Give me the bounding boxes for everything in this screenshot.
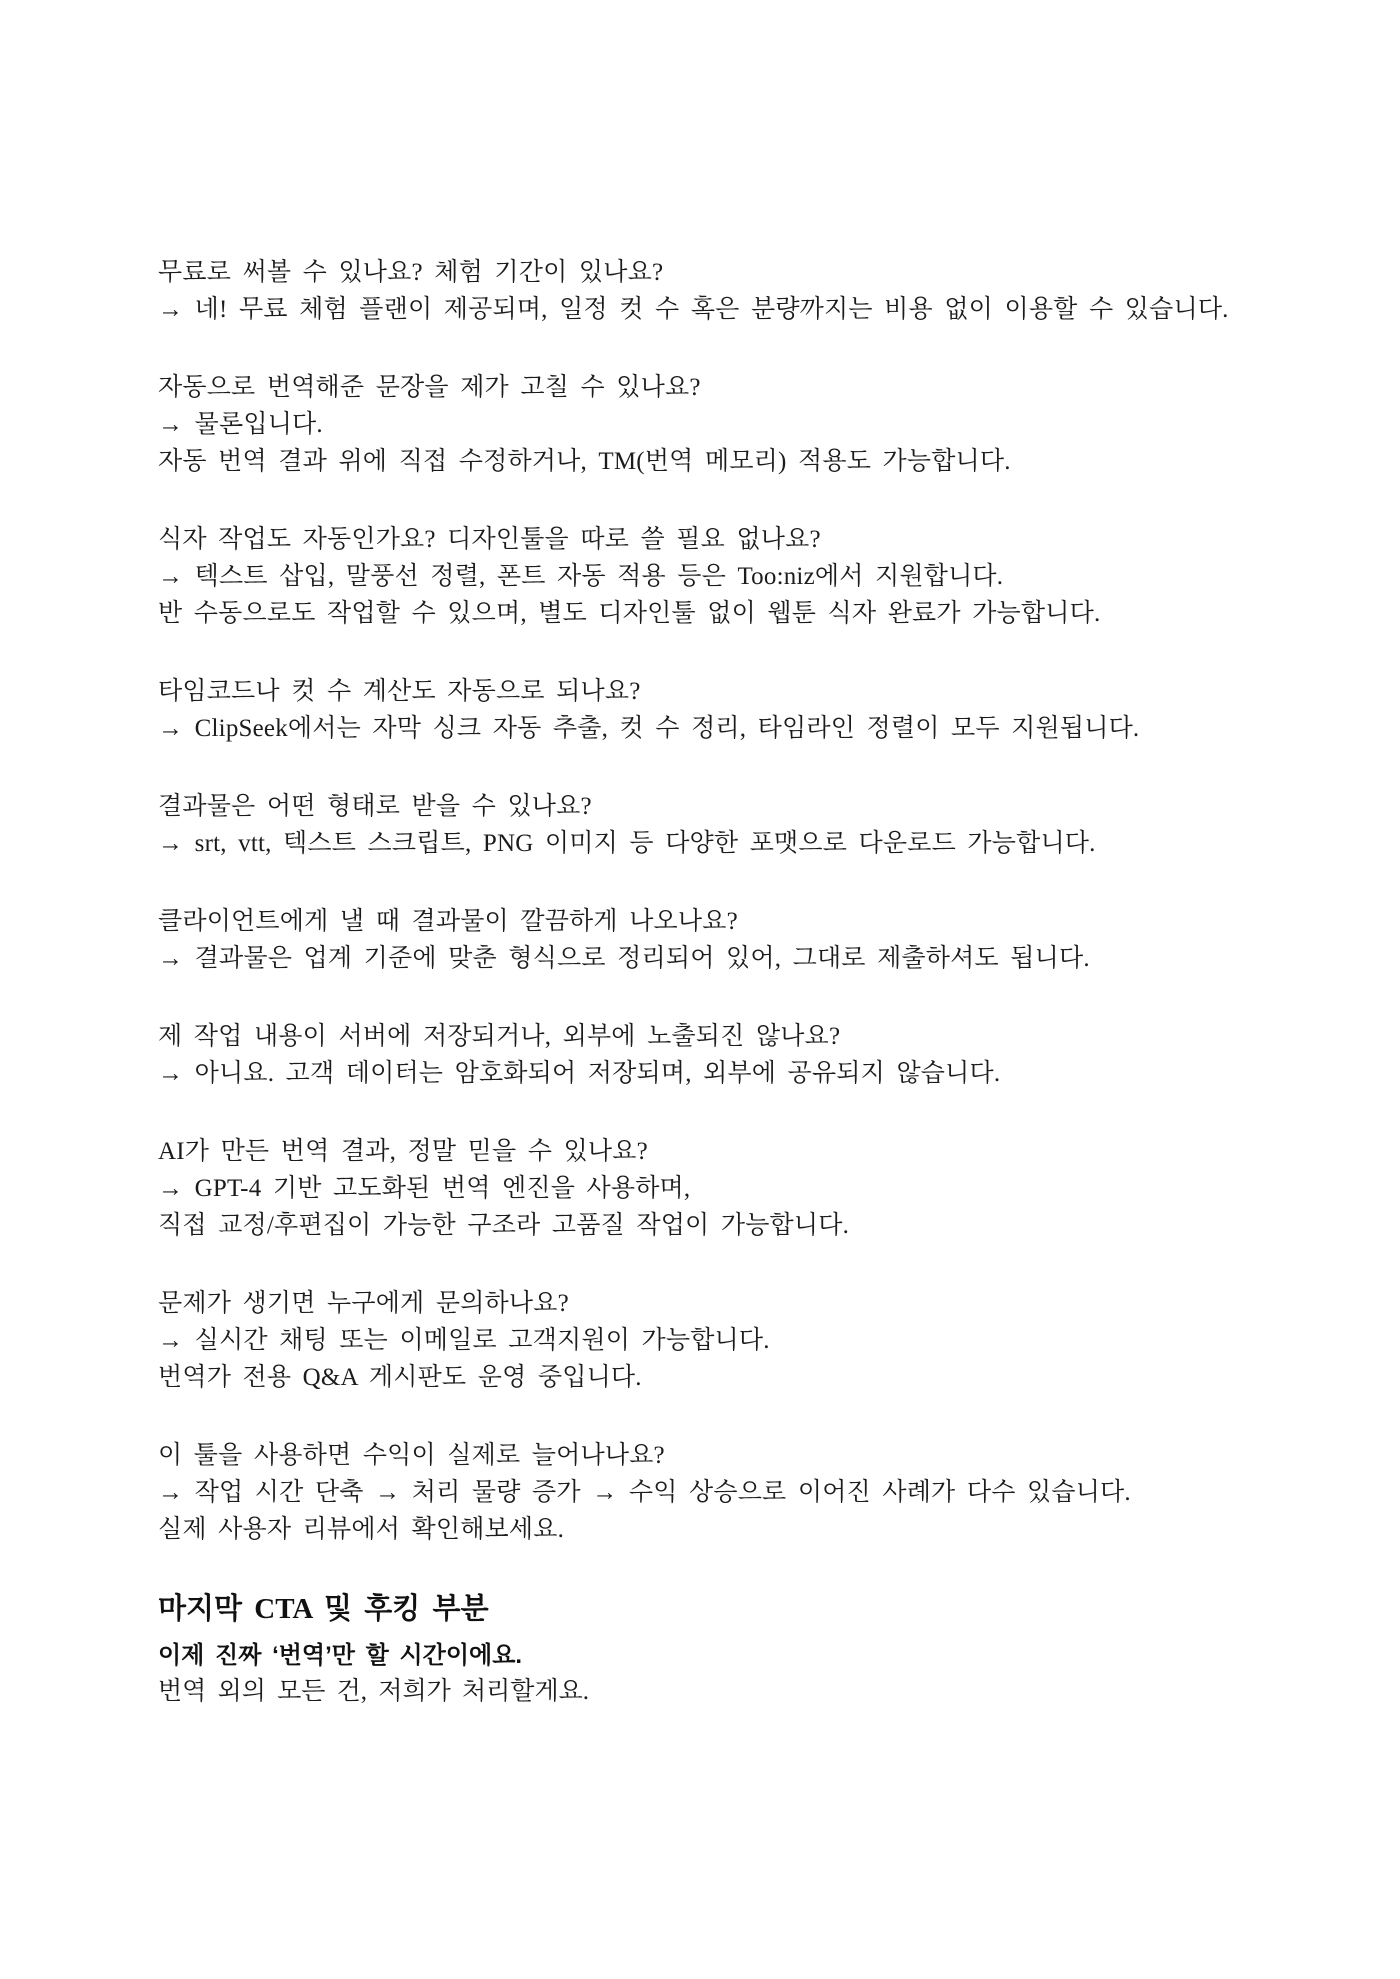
faq-item xyxy=(158,1133,1248,1244)
faq-question: 클라이언트에게 낼 때 결과물이 깔끔하게 나오나요? xyxy=(158,908,738,935)
faq-item xyxy=(158,788,1248,862)
faq-answer-line: → 결과물은 업계 기준에 맞춘 형식으로 정리되어 있어, 그대로 제출하셔도 됩니다. xyxy=(158,945,1090,972)
faq-answer-line: → 아니요. 고객 데이터는 암호화되어 저장되며, 외부에 공유되지 않습니다. xyxy=(158,1060,1001,1087)
faq-answer-line: → 네! 무료 체험 플랜이 제공되며, 일정 컷 수 혹은 분량까지는 비용 없이 이용할 수 있습니다. xyxy=(158,296,1229,323)
faq-answer-line: → ClipSeek에서는 자막 싱크 자동 추출, 컷 수 정리, 타임라인 정렬이 모두 지원됩니다. xyxy=(158,715,1140,742)
faq-answer-line: 반 수동으로도 작업할 수 있으며, 별도 디자인툴 없이 웹툰 식자 완료가 가능합니다. xyxy=(158,600,1101,627)
faq-question: AI가 만든 번역 결과, 정말 믿을 수 있나요? xyxy=(158,1138,648,1165)
faq-answer-line: 자동 번역 결과 위에 직접 수정하거나, TM(번역 메모리) 적용도 가능합니다. xyxy=(158,448,1011,475)
faq-question: 이 툴을 사용하면 수익이 실제로 늘어나나요? xyxy=(158,1442,665,1469)
faq-item xyxy=(158,254,1248,328)
faq-item xyxy=(158,1437,1248,1548)
faq-answer-line: → GPT-4 기반 고도화된 번역 엔진을 사용하며, xyxy=(158,1175,691,1202)
cta-section xyxy=(158,1589,1248,1710)
faq-question: 식자 작업도 자동인가요? 디자인툴을 따로 쓸 필요 없나요? xyxy=(158,526,821,553)
faq-answer-line: 실제 사용자 리뷰에서 확인해보세요. xyxy=(158,1516,565,1543)
faq-question: 제 작업 내용이 서버에 저장되거나, 외부에 노출되진 않나요? xyxy=(158,1023,841,1050)
cta-hook-line: 이제 진짜 ‘번역’만 할 시간이에요. xyxy=(158,1642,523,1669)
faq-question: 자동으로 번역해준 문장을 제가 고칠 수 있나요? xyxy=(158,374,701,401)
faq-item xyxy=(158,369,1248,480)
faq-answer-line: 직접 교정/후편집이 가능한 구조라 고품질 작업이 가능합니다. xyxy=(158,1212,850,1239)
faq-item xyxy=(158,903,1248,977)
faq-question: 결과물은 어떤 형태로 받을 수 있나요? xyxy=(158,793,592,820)
document-content xyxy=(158,254,1248,1710)
faq-item xyxy=(158,521,1248,632)
faq-item xyxy=(158,673,1248,747)
faq-question: 타임코드나 컷 수 계산도 자동으로 되나요? xyxy=(158,678,641,705)
faq-answer-line: → srt, vtt, 텍스트 스크립트, PNG 이미지 등 다양한 포맷으로 다운로드 가능합니다. xyxy=(158,830,1096,857)
faq-item xyxy=(158,1018,1248,1092)
faq-answer-line: 번역가 전용 Q&A 게시판도 운영 중입니다. xyxy=(158,1364,642,1391)
faq-answer-line: → 텍스트 삽입, 말풍선 정렬, 폰트 자동 적용 등은 Too:niz에서 지원합니다. xyxy=(158,563,1004,590)
cta-body-line: 번역 외의 모든 건, 저희가 처리할게요. xyxy=(158,1678,590,1705)
faq-answer-line: → 물론입니다. xyxy=(158,411,323,438)
cta-heading: 마지막 CTA 및 후킹 부분 xyxy=(158,1593,489,1625)
faq-item xyxy=(158,1285,1248,1396)
faq-answer-line: → 실시간 채팅 또는 이메일로 고객지원이 가능합니다. xyxy=(158,1327,770,1354)
faq-question: 문제가 생기면 누구에게 문의하나요? xyxy=(158,1290,569,1317)
faq-question: 무료로 써볼 수 있나요? 체험 기간이 있나요? xyxy=(158,259,664,286)
faq-answer-line: → 작업 시간 단축 → 처리 물량 증가 → 수익 상승으로 이어진 사례가 다수 있습니다. xyxy=(158,1479,1131,1506)
